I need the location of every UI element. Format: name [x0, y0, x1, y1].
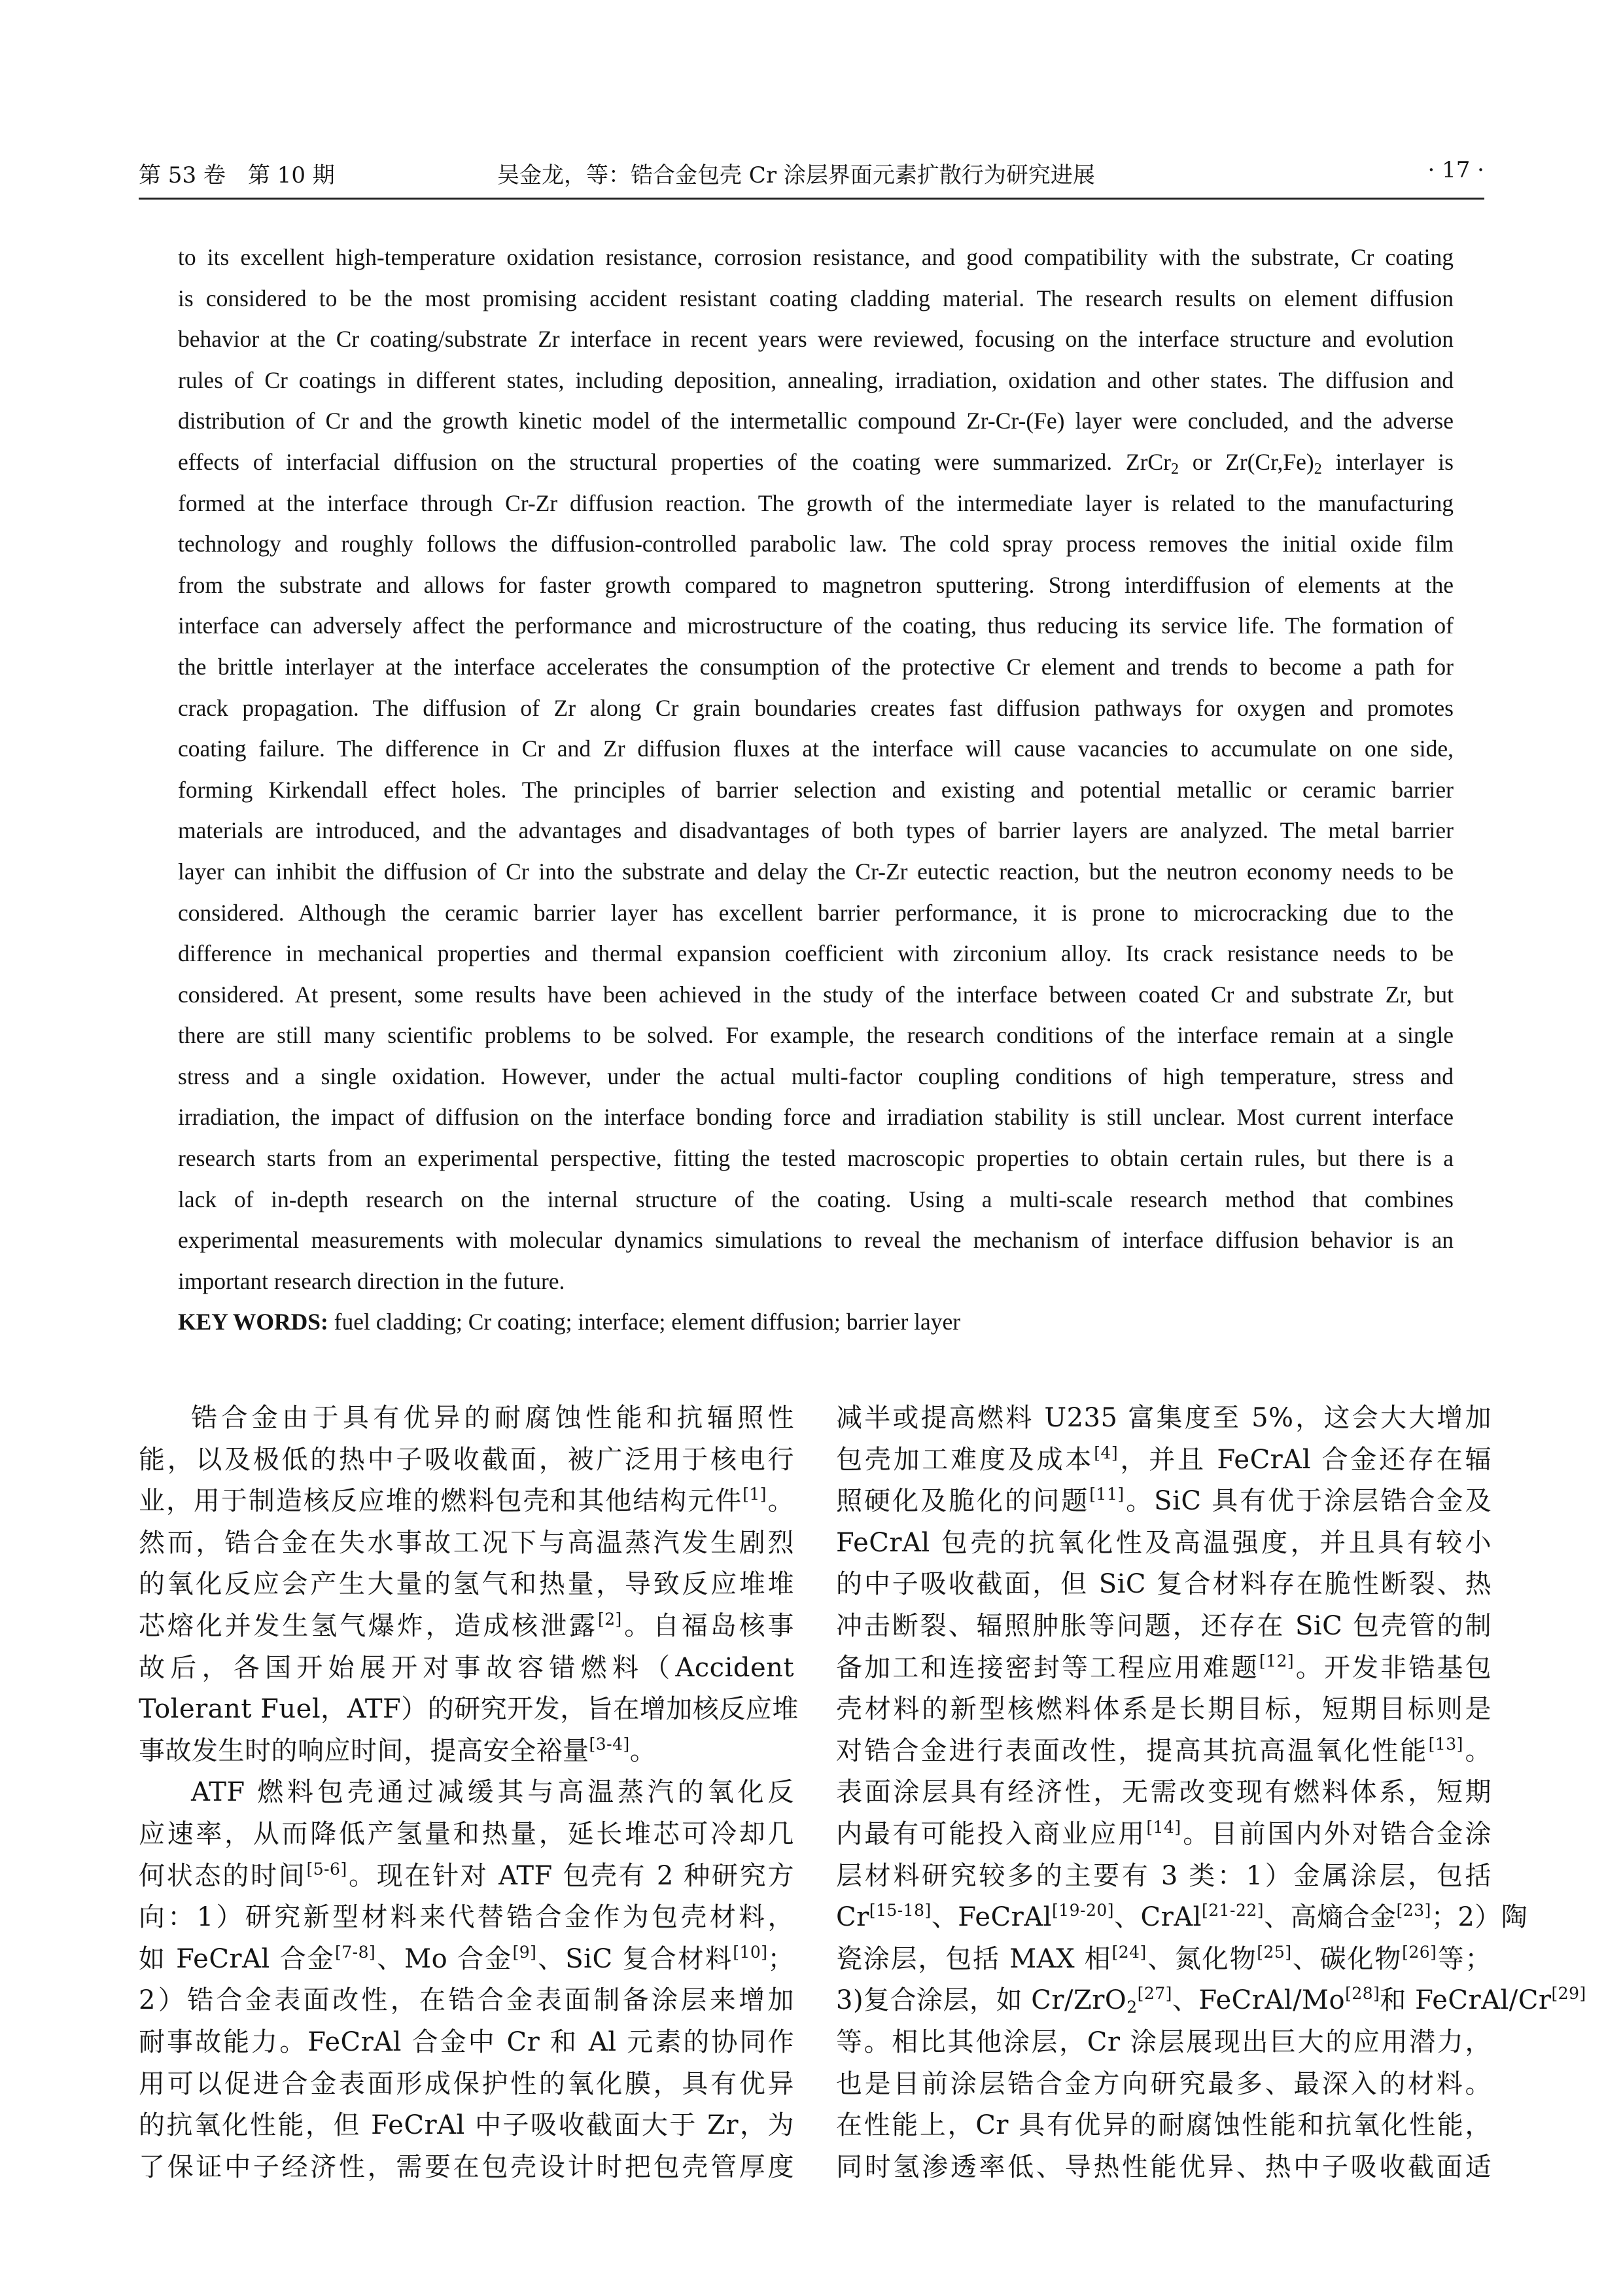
keywords-text: fuel cladding; Cr coating; interface; element diffusion; barrier layer [334, 1309, 961, 1335]
body-line: 何状态的时间[5-6]。现在针对 ATF 包壳有 2 种研究方 [139, 1859, 795, 1891]
body-line: ATF 燃料包壳通过减缓其与高温蒸汽的氧化反 [191, 1777, 794, 1808]
body-line: 减半或提高燃料 U235 富集度至 5%，这会大大增加 [836, 1403, 1492, 1433]
body-line: 冲击断裂、辐照肿胀等问题，还存在 SiC 包壳管的制 [836, 1610, 1492, 1641]
body-line: 对锆合金进行表面改性，提高其抗高温氧化性能[13]。 [836, 1734, 1492, 1766]
english-abstract [178, 237, 1454, 1343]
body-line: 的氧化反应会产生大量的氢气和热量，导致反应堆堆 [139, 1569, 794, 1600]
body-line: FeCrAl 包壳的抗氧化性及高温强度，并且具有较小 [836, 1527, 1492, 1558]
body-line: 用可以促进合金表面形成保护性的氧化膜，具有优异 [139, 2068, 794, 2099]
header-rule [139, 198, 1484, 200]
body-column-left [139, 1398, 799, 2188]
abstract-line: from the substrate and allows for faster growth compared to magnetron sputtering. Strong interdiffusion of elements at the [178, 571, 1454, 598]
abstract-line: considered. Although the ceramic barrier layer has excellent barrier performance, it is prone to microcracking due to the [178, 899, 1454, 926]
body-line: 照硬化及脆化的问题[11]。SiC 具有优于涂层锆合金及 [836, 1485, 1492, 1517]
body-line: 向：1）研究新型材料来代替锆合金作为包壳材料， [139, 1902, 794, 1933]
body-line: 壳材料的新型核燃料体系是长期目标，短期目标则是 [836, 1694, 1492, 1725]
abstract-line: irradiation, the impact of diffusion on the interface bonding force and irradiation stability is still unclear. Most current interface [178, 1104, 1454, 1131]
body-column-right [836, 1398, 1586, 2188]
body-line: 等。相比其他涂层，Cr 涂层展现出巨大的应用潜力， [836, 2026, 1492, 2057]
abstract-line: forming Kirkendall effect holes. The principles of barrier selection and existing and potential metallic or ceramic barrier [178, 776, 1454, 803]
abstract-line: technology and roughly follows the diffusion-controlled parabolic law. The cold spray process removes the initial oxide film [178, 531, 1454, 557]
body-line: 内最有可能投入商业应用[14]。目前国内外对锆合金涂 [836, 1817, 1492, 1849]
page-number: · 17 · [1427, 157, 1484, 183]
abstract-line: distribution of Cr and the growth kinetic model of the intermetallic compound Zr-Cr-(Fe) layer were concluded, and the adverse [178, 408, 1454, 434]
abstract-line: is considered to be the most promising accident resistant coating cladding material. The research results on element diffusion [178, 285, 1454, 311]
body-line: 如 FeCrAl 合金[7-8]、Mo 合金[9]、SiC 复合材料[10]； [139, 1942, 795, 1974]
abstract-line: coating failure. The difference in Cr and Zr diffusion fluxes at the interface will cause vacancies to accumulate on one side, [178, 735, 1454, 762]
body-line: 然而，锆合金在失水事故工况下与高温蒸汽发生剧烈 [139, 1527, 794, 1558]
keywords-label: KEY WORDS: [178, 1309, 328, 1335]
body-line: 的抗氧化性能，但 FeCrAl 中子吸收截面大于 Zr，为 [139, 2110, 794, 2141]
abstract-line: behavior at the Cr coating/substrate Zr interface in recent years were reviewed, focusing on the interface structure and evolution [178, 326, 1454, 353]
body-line: 层材料研究较多的主要有 3 类：1）金属涂层，包括 [836, 1860, 1492, 1891]
body-line: 3)复合涂层，如 Cr/ZrO$_2$[27]、FeCrAl/Mo[28]和 FeCrAl/Cr[29] [836, 1984, 1586, 2017]
abstract-line: layer can inhibit the diffusion of Cr into the substrate and delay the Cr-Zr eutectic reaction, but the neutron economy needs to be [178, 858, 1454, 885]
abstract-line: crack propagation. The diffusion of Zr along Cr grain boundaries creates fast diffusion pathways for oxygen and promotes [178, 694, 1454, 721]
abstract-line: the brittle interlayer at the interface accelerates the consumption of the protective Cr element and trends to become a path for [178, 653, 1454, 680]
abstract-line: difference in mechanical properties and thermal expansion coefficient with zirconium alloy. Its crack resistance needs to be [178, 940, 1454, 967]
body-line: 在性能上，Cr 具有优异的耐腐蚀性能和抗氧化性能， [836, 2110, 1492, 2141]
abstract-line: stress and a single oxidation. However, under the actual multi-factor coupling conditions of high temperature, stress and [178, 1063, 1454, 1089]
body-line: 的中子吸收截面，但 SiC 复合材料存在脆性断裂、热 [836, 1569, 1492, 1600]
abstract-line: important research direction in the future. [178, 1267, 565, 1294]
body-line: Tolerant Fuel，ATF）的研究开发，旨在增加核反应堆 [139, 1694, 799, 1725]
body-line: 也是目前涂层锆合金方向研究最多、最深入的材料。 [836, 2068, 1492, 2099]
body-line: 瓷涂层，包括 MAX 相[24]、氮化物[25]、碳化物[26]等； [836, 1942, 1492, 1974]
abstract-line: experimental measurements with molecular dynamics simulations to reveal the mechanism of interface diffusion behavior is an [178, 1227, 1454, 1254]
abstract-line: interface can adversely affect the performance and microstructure of the coating, thus reducing its service life. The formation of [178, 612, 1454, 639]
body-line: 事故发生时的响应时间，提高安全裕量[3-4]。 [139, 1734, 657, 1766]
abstract-line: effects of interfacial diffusion on the structural properties of the coating were summarized. ZrCr$_2$ or $Zr(Cr,Fe)_2$ interlayer is [178, 448, 1454, 478]
body-line: Cr[15-18]、FeCrAl[19-20]、CrAl[21-22]、高熵合金[23]；2）陶 [836, 1901, 1528, 1933]
abstract-line: research starts from an experimental perspective, fitting the tested macroscopic properties to obtain certain rules, but there is a [178, 1145, 1454, 1172]
body-line: 耐事故能力。FeCrAl 合金中 Cr 和 Al 元素的协同作 [139, 2026, 794, 2057]
body-line: 表面涂层具有经济性，无需改变现有燃料体系，短期 [836, 1777, 1492, 1808]
body-line: 2）锆合金表面改性，在锆合金表面制备涂层来增加 [139, 1985, 794, 2016]
body-line: 应速率，从而降低产氢量和热量，延长堆芯可冷却几 [139, 1818, 794, 1849]
abstract-line: considered. At present, some results have been achieved in the study of the interface between coated Cr and substrate Zr, but [178, 981, 1454, 1008]
body-line: 备加工和连接密封等工程应用难题[12]。开发非锆基包 [836, 1651, 1492, 1683]
running-header-title: 吴金龙，等：锆合金包壳 Cr 涂层界面元素扩散行为研究进展 [497, 162, 1095, 188]
body-line: 能，以及极低的热中子吸收截面，被广泛用于核电行 [139, 1444, 794, 1475]
body-line: 锆合金由于具有优异的耐腐蚀性能和抗辐照性 [191, 1403, 794, 1433]
abstract-line: lack of in-depth research on the internal structure of the coating. Using a multi-scale research method that combines [178, 1186, 1454, 1212]
body-line: 业，用于制造核反应堆的燃料包壳和其他结构元件[1]。 [139, 1485, 795, 1517]
abstract-line: rules of Cr coatings in different states, including deposition, annealing, irradiation, oxidation and other states. The diffusion and [178, 366, 1454, 393]
keywords-line [178, 1301, 1454, 1343]
abstract-line: materials are introduced, and the advantages and disadvantages of both types of barrier layers are analyzed. The metal barrier [178, 817, 1454, 844]
abstract-line: there are still many scientific problems to be solved. For example, the research conditions of the interface remain at a single [178, 1022, 1454, 1049]
abstract-line: to its excellent high-temperature oxidation resistance, corrosion resistance, and good compatibility with the substrate, Cr coating [178, 244, 1454, 270]
running-header-issue: 第 53 卷 第 10 期 [139, 162, 335, 188]
body-line: 了保证中子经济性，需要在包壳设计时把包壳管厚度 [139, 2151, 794, 2182]
abstract-line: formed at the interface through Cr-Zr diffusion reaction. The growth of the intermediate layer is related to the manufacturing [178, 489, 1454, 516]
body-line: 包壳加工难度及成本[4]，并且 FeCrAl 合金还存在辐 [836, 1443, 1492, 1475]
body-line: 同时氢渗透率低、导热性能优异、热中子吸收截面适 [836, 2151, 1492, 2182]
body-line: 芯熔化并发生氢气爆炸，造成核泄露[2]。自福岛核事 [139, 1609, 794, 1641]
body-line: 故后，各国开始展开对事故容错燃料（Accident [139, 1652, 794, 1683]
